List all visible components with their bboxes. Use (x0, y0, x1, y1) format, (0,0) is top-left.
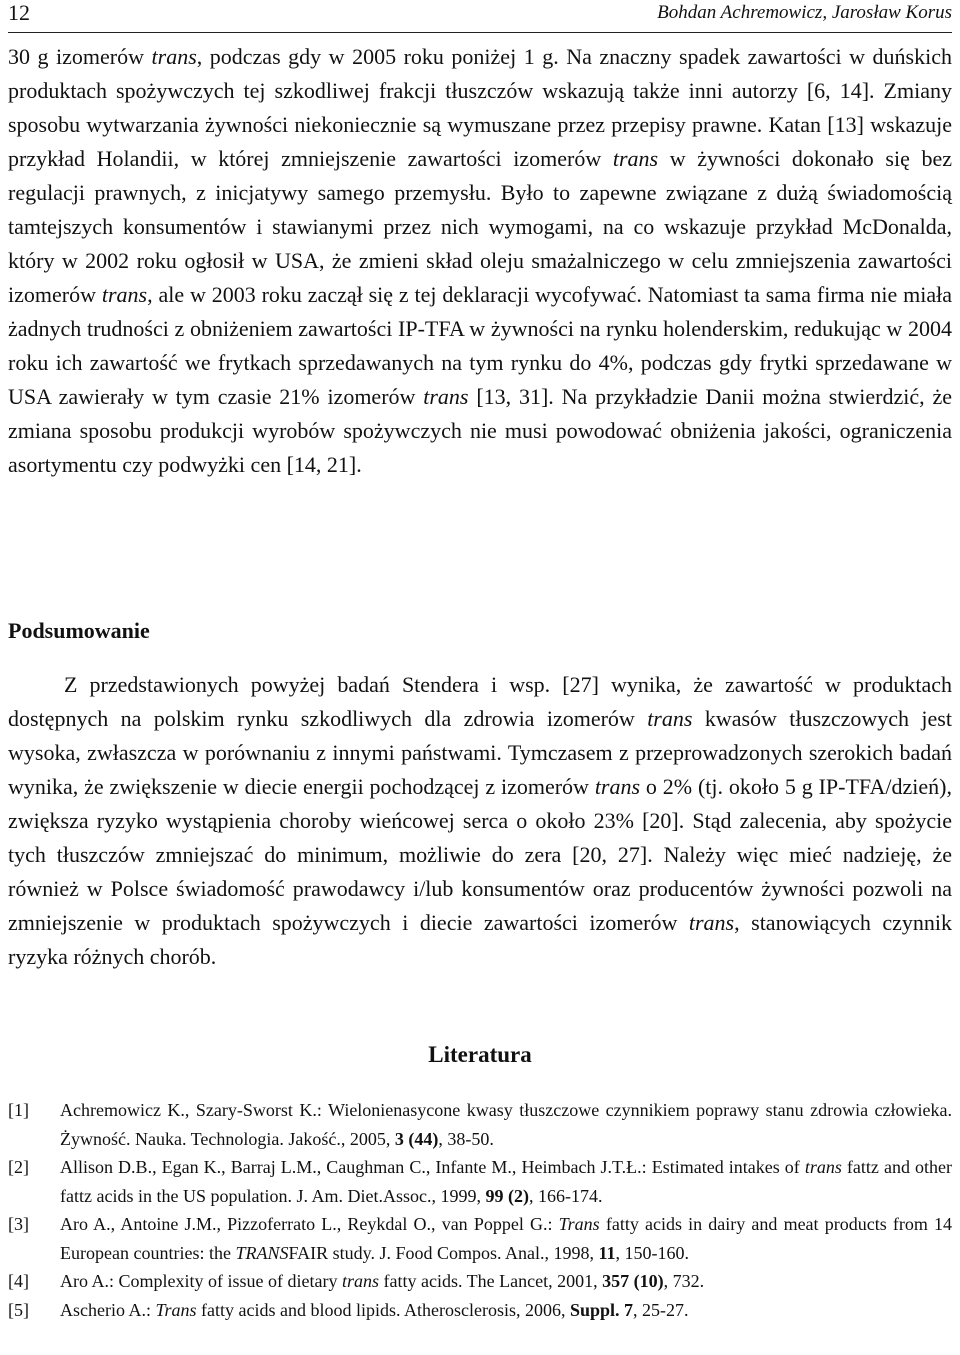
italic-term: trans (647, 706, 693, 731)
summary-paragraph (8, 668, 952, 974)
reference-number: [2] (8, 1157, 29, 1177)
reference-item-3 (8, 1210, 952, 1267)
italic-term: trans (151, 44, 197, 69)
italic-term: trans (423, 384, 469, 409)
text-run: Aro A.: Complexity of issue of dietary (60, 1271, 342, 1291)
page-number: 12 (8, 0, 30, 25)
bold-volume: 99 (2) (485, 1185, 529, 1206)
section-title-literatura: Literatura (428, 1042, 532, 1067)
text-run: fattz and other fattz acids in the US population. J. Am. Diet.Assoc., 1999, (60, 1157, 952, 1206)
reference-item-4 (8, 1267, 952, 1296)
italic-term: trans (594, 774, 641, 799)
reference-list (8, 1096, 952, 1324)
text-run: FAIR study. J. Food Compos. Anal., 1998, (288, 1242, 599, 1263)
text-run: Ascherio A.: (60, 1299, 156, 1320)
page-header (8, 0, 952, 30)
text-run: fatty acids. The Lancet, 2001, (378, 1271, 603, 1291)
text-run: , ale w 2003 roku zaczął się z tej deklaracji wycofywać. Natomiast ta sama firma nie miała żadnych trudności z obniżeniem zawartości IP-TFA w żywności na rynku holenderskim, redukując w 2004 roku ich zawartość we frytkach sprzedawanych na tym rynku do 4%, podczas gdy frytki sprzedawane w USA zawierały w tym czasie 21% izomerów (8, 282, 952, 409)
text-run: Aro A., Antoine J.M., Pizzoferrato L., Reykdal O., van Poppel G.: (60, 1214, 559, 1234)
reference-number: [5] (8, 1299, 29, 1320)
text-run: Z przedstawionych powyżej badań Stendera i wsp. [27] wynika, że zawartość w produktach dostępnych na polskim rynku szkodliwych dla zdrowia izomerów (8, 672, 952, 731)
italic-term: trans (101, 282, 148, 307)
bold-volume: 3 (44) (394, 1128, 439, 1149)
text-run: 30 g izomerów (8, 44, 152, 69)
text-run: , podczas gdy w 2005 roku poniżej 1 g. Na znaczny spadek zawartości w duńskich produktach spożywczych tej szkodliwej frakcji tłuszczów wskazują także inni autorzy [6, 14]. Zmiany sposobu wytwarzania żywności niekoniecznie są wymuszane przez przepisy prawne. Katan [13] wskazuje przykład Holandii, w której zmniejszenie zawartości izomerów (8, 44, 952, 171)
italic-term: TRANS (235, 1242, 289, 1263)
italic-term: Trans (558, 1214, 600, 1234)
reference-item-5 (8, 1296, 952, 1325)
text-run: , 150-160. (615, 1242, 690, 1263)
text-run: Achremowicz K., Szary-Sworst K.: Wielonienasycone kwasy tłuszczowe czynnikiem poprawy stanu zdrowia człowieka. Żywność. Nauka. Technologia. Jakość., 2005, (60, 1100, 952, 1149)
italic-term: trans (341, 1271, 379, 1291)
text-run: o 2% (tj. około 5 g IP-TFA/dzień), zwiększa ryzyko wystąpienia choroby wieńcowej serca o około 23% [20]. Stąd zalecenia, aby spożycie tych tłuszczów zmniejszać do minimum, możliwie do zera [20, 27]. Należy więc mieć nadzieję, że również w Polsce świadomość prawodawcy i/lub konsumentów oraz producentów żywności pozwoli na zmniejszenie w produktach spożywczych i diecie zawartości izomerów (8, 774, 952, 935)
bold-volume: 11 (598, 1242, 616, 1263)
header-rule (8, 32, 952, 33)
text-run: w żywności dokonało się bez regulacji prawnych, z inicjatywy samego przemysłu. Było to zapewne związane z dużą świadomością tamtejszych konsumentów i stawianymi przez nich wymogami, na co wskazuje przykład McDonalda, który w 2002 roku ogłosił w USA, że zmieni skład oleju smażalniczego w celu zmniejszenia zawartości izomerów (8, 146, 952, 307)
text-run: fatty acids in dairy and meat products from 14 European countries: the (60, 1214, 952, 1263)
text-run: , stanowiących czynnik ryzyka różnych chorób. (8, 910, 953, 969)
italic-term: trans (804, 1157, 842, 1177)
reference-number: [1] (8, 1100, 29, 1120)
running-head-authors: Bohdan Achremowicz, Jarosław Korus (657, 2, 952, 23)
section-title-podsumowanie: Podsumowanie (8, 618, 150, 643)
text-run: [13, 31]. Na przykładzie Danii można stwierdzić, że zmiana sposobu produkcji wyrobów spożywczych nie musi powodować obniżenia jakości, ograniczenia asortymentu czy podwyżki cen [14, 21]. (8, 384, 953, 477)
text-run: , 38-50. (438, 1128, 494, 1149)
reference-number: [4] (8, 1271, 29, 1291)
bold-volume: Suppl. (569, 1299, 620, 1320)
bold-volume: 7 (624, 1299, 634, 1320)
text-run: , 732. (663, 1271, 705, 1291)
italic-term: Trans (155, 1299, 197, 1320)
reference-item-2 (8, 1153, 952, 1210)
italic-term: trans (612, 146, 659, 171)
text-run: , 166-174. (528, 1185, 603, 1206)
body-paragraph (8, 40, 952, 482)
reference-number: [3] (8, 1214, 29, 1234)
bold-volume: 357 (10) (602, 1271, 664, 1291)
text-run: , 25-27. (633, 1299, 689, 1320)
text-run: kwasów tłuszczowych jest wysoka, zwłaszcza w porównaniu z innymi państwami. Tymczasem z przeprowadzonych szerokich badań wynika, że zwiększenie w diecie energii pochodzącej z izomerów (8, 706, 952, 799)
italic-term: trans (688, 910, 735, 935)
reference-item-1 (8, 1096, 952, 1153)
text-run: Allison D.B., Egan K., Barraj L.M., Caughman C., Infante M., Heimbach J.T.Ł.: Estimated intakes of (60, 1157, 805, 1177)
text-run: fatty acids and blood lipids. Atherosclerosis, 2006, (196, 1299, 570, 1320)
